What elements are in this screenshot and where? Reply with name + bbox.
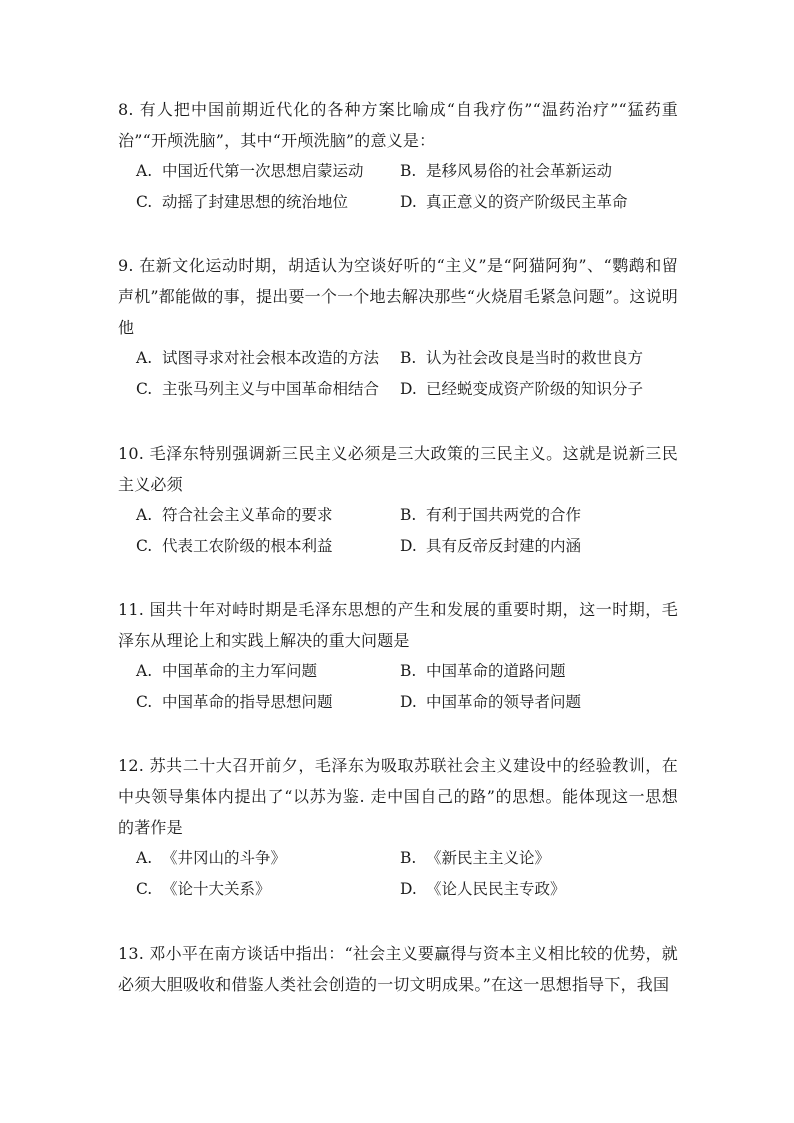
option-b <box>400 156 680 187</box>
option-letter: C. <box>136 537 153 555</box>
option-d <box>400 874 680 905</box>
option-text: 《井冈山的斗争》 <box>162 849 287 867</box>
option-letter: D. <box>400 380 417 398</box>
option-text: 《新民主主义论》 <box>426 849 551 867</box>
option-text: 《论十大关系》 <box>162 880 271 898</box>
option-c <box>136 874 400 905</box>
option-text: 已经蜕变成资产阶级的知识分子 <box>426 380 644 398</box>
options-list <box>136 656 678 718</box>
option-b <box>400 656 680 687</box>
option-d <box>400 374 680 405</box>
question-12 <box>118 750 678 905</box>
option-c <box>136 187 400 218</box>
option-letter: D. <box>400 880 417 898</box>
option-letter: B. <box>400 849 417 867</box>
option-letter: D. <box>400 693 417 711</box>
option-letter: C. <box>136 693 153 711</box>
option-c <box>136 687 400 718</box>
question-stem: 11. 国共十年对峙时期是毛泽东思想的产生和发展的重要时期，这一时期，毛泽东从理论上和实践上解决的重大问题是 <box>118 600 678 650</box>
option-letter: A. <box>136 662 153 680</box>
option-d <box>400 531 680 562</box>
option-letter: D. <box>400 193 417 211</box>
option-a <box>136 656 400 687</box>
option-letter: B. <box>400 662 417 680</box>
option-text: 中国革命的领导者问题 <box>426 693 582 711</box>
option-letter: B. <box>400 349 417 367</box>
option-letter: C. <box>136 880 153 898</box>
option-text: 中国近代第一次思想启蒙运动 <box>162 162 364 180</box>
question-13 <box>118 938 678 1000</box>
option-text: 代表工农阶级的根本利益 <box>162 537 333 555</box>
option-letter: B. <box>400 162 417 180</box>
option-text: 真正意义的资产阶级民主革命 <box>426 193 628 211</box>
options-list <box>136 156 678 218</box>
option-text: 中国革命的指导思想问题 <box>162 693 333 711</box>
option-text: 中国革命的主力军问题 <box>162 662 318 680</box>
question-8 <box>118 94 678 218</box>
question-9 <box>118 250 678 405</box>
option-text: 主张马列主义与中国革命相结合 <box>162 380 380 398</box>
question-stem: 13. 邓小平在南方谈话中指出：“社会主义要赢得与资本主义相比较的优势，就必须大胆吸收和借鉴人类社会创造的一切文明成果。”在这一思想指导下，我国 <box>118 944 678 994</box>
option-letter: A. <box>136 162 153 180</box>
option-letter: D. <box>400 537 417 555</box>
question-stem: 10. 毛泽东特别强调新三民主义必须是三大政策的三民主义。这就是说新三民主义必须 <box>118 444 678 494</box>
option-c <box>136 531 400 562</box>
option-b <box>400 843 680 874</box>
option-text: 符合社会主义革命的要求 <box>162 506 333 524</box>
option-text: 《论人民民主专政》 <box>426 880 566 898</box>
option-text: 是移风易俗的社会革新运动 <box>426 162 613 180</box>
option-a <box>136 156 400 187</box>
option-b <box>400 343 680 374</box>
options-list <box>136 500 678 562</box>
question-10 <box>118 438 678 562</box>
option-letter: B. <box>400 506 417 524</box>
option-letter: A. <box>136 849 153 867</box>
option-b <box>400 500 680 531</box>
option-a <box>136 500 400 531</box>
question-11 <box>118 594 678 718</box>
option-text: 具有反帝反封建的内涵 <box>426 537 582 555</box>
option-text: 动摇了封建思想的统治地位 <box>162 193 349 211</box>
option-d <box>400 187 680 218</box>
question-stem: 8. 有人把中国前期近代化的各种方案比喻成“自我疗伤”“温药治疗”“猛药重治”“开颅洗脑”，其中“开颅洗脑”的意义是： <box>118 100 678 150</box>
option-text: 试图寻求对社会根本改造的方法 <box>162 349 380 367</box>
option-text: 中国革命的道路问题 <box>426 662 566 680</box>
option-a <box>136 343 400 374</box>
option-letter: C. <box>136 193 153 211</box>
option-letter: A. <box>136 506 153 524</box>
option-letter: A. <box>136 349 153 367</box>
option-text: 认为社会改良是当时的救世良方 <box>426 349 644 367</box>
option-a <box>136 843 400 874</box>
options-list <box>136 843 678 905</box>
option-text: 有利于国共两党的合作 <box>426 506 582 524</box>
options-list <box>136 343 678 405</box>
question-stem: 9. 在新文化运动时期，胡适认为空谈好听的“主义”是“阿猫阿狗”、“鹦鹉和留声机”都能做的事，提出要一个一个地去解决那些“火烧眉毛紧急问题”。这说明他 <box>118 256 678 337</box>
option-letter: C. <box>136 380 153 398</box>
question-stem: 12. 苏共二十大召开前夕，毛泽东为吸取苏联社会主义建设中的经验教训，在中央领导集体内提出了“以苏为鉴. 走中国自己的路”的思想。能体现这一思想的著作是 <box>118 756 678 837</box>
option-c <box>136 374 400 405</box>
option-d <box>400 687 680 718</box>
